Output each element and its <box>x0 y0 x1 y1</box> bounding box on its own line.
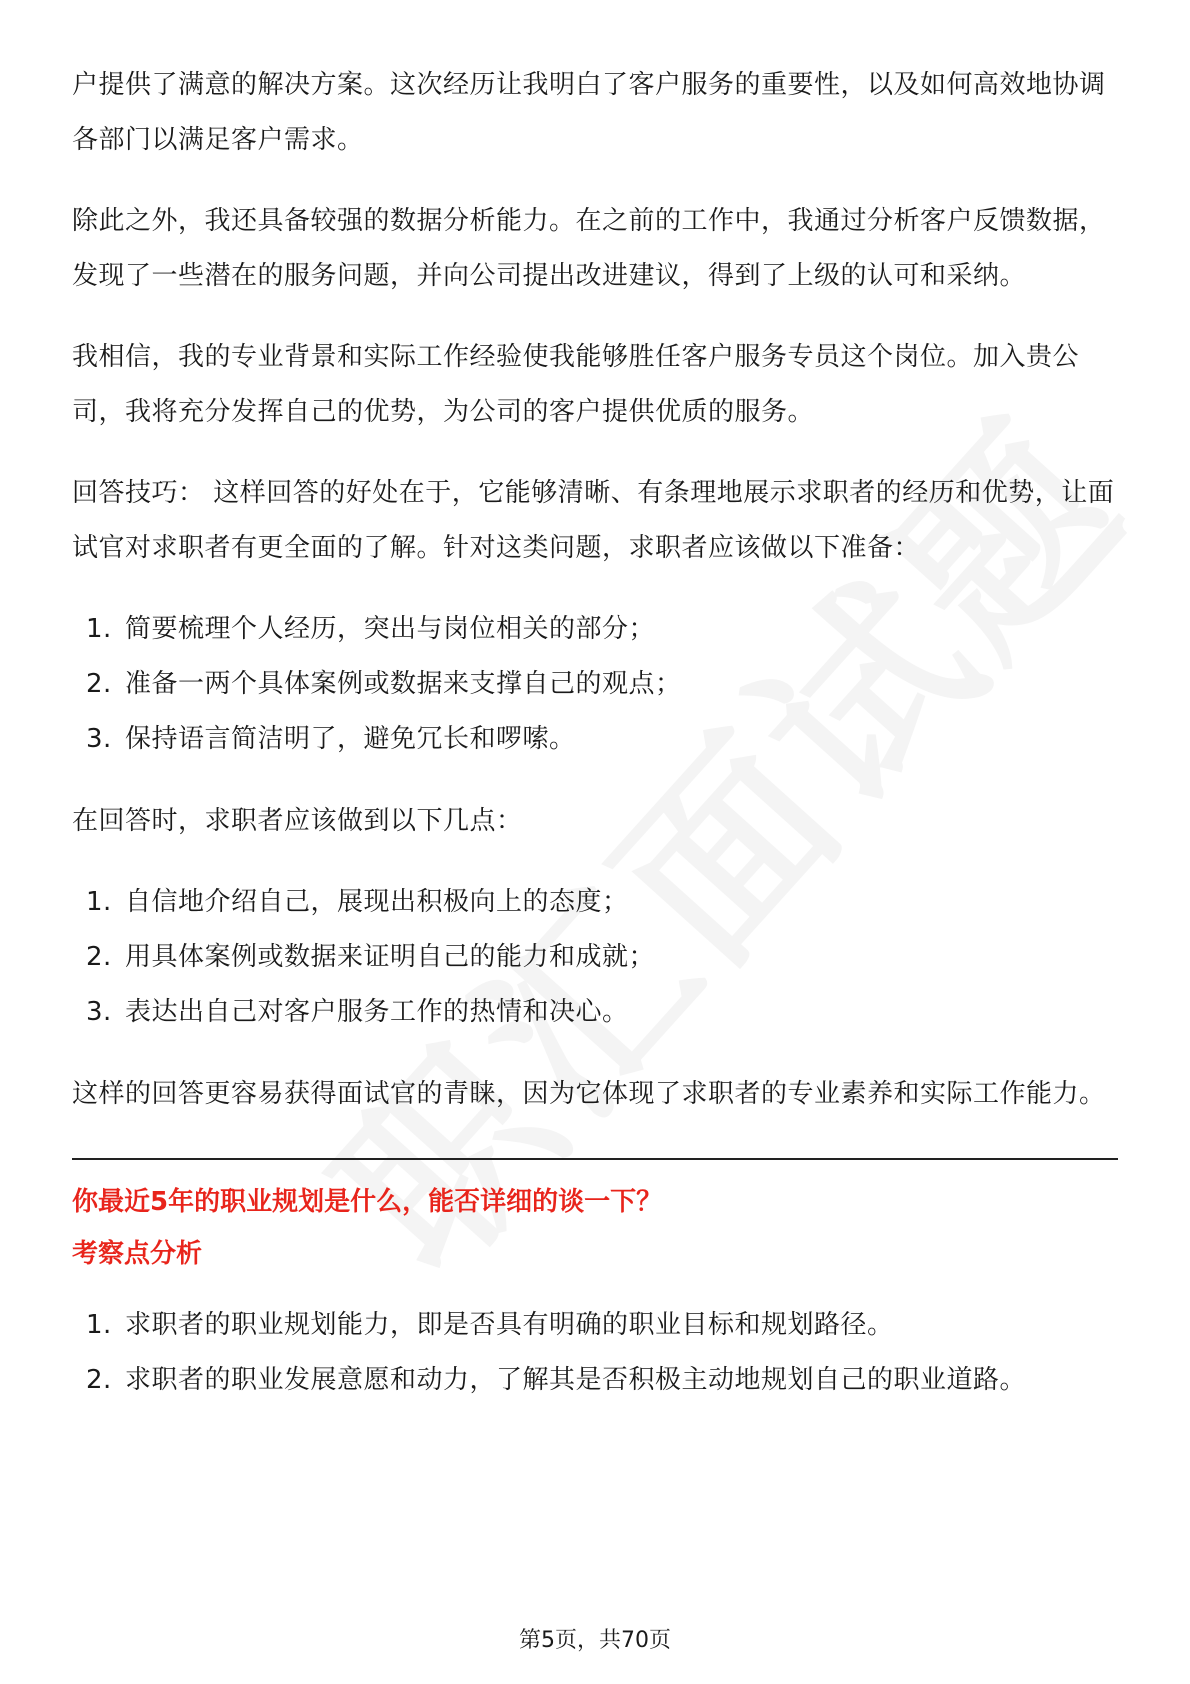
list-item <box>72 1298 1118 1353</box>
answer-list <box>72 875 1118 1040</box>
analysis-points-list <box>72 1298 1118 1408</box>
list-number: 2. <box>86 1365 112 1395</box>
answer-intro: 在回答时，求职者应该做到以下几点： <box>72 806 523 836</box>
page-content <box>72 58 1118 1435</box>
list-item <box>72 602 1118 657</box>
list-number: 2. <box>86 669 112 699</box>
analysis-heading: 考察点分析 <box>72 1239 203 1269</box>
list-number: 3. <box>86 997 112 1027</box>
list-item-text: 简要梳理个人经历，突出与岗位相关的部分； <box>125 614 656 644</box>
list-item-text: 用具体案例或数据来证明自己的能力和成就； <box>125 942 656 972</box>
page-number-footer: 第5页，共70页 <box>519 1628 671 1653</box>
question-title: 你最近5年的职业规划是什么，能否详细的谈一下？ <box>72 1187 663 1217</box>
list-item <box>72 930 1118 985</box>
paragraph-1: 户提供了满意的解决方案。这次经历让我明白了客户服务的重要性，以及如何高效地协调各部门以满足客户需求。 <box>72 70 1106 155</box>
list-item-text: 保持语言简洁明了，避免冗长和啰嗦。 <box>125 724 576 754</box>
list-number: 3. <box>86 724 112 754</box>
conclusion-paragraph: 这样的回答更容易获得面试官的青睐，因为它体现了求职者的专业素养和实际工作能力。 <box>72 1079 1106 1109</box>
section-divider <box>72 1158 1118 1160</box>
list-number: 1. <box>86 1310 112 1340</box>
list-number: 1. <box>86 887 112 917</box>
list-item <box>72 712 1118 767</box>
answer-tips-paragraph: 回答技巧： 这样回答的好处在于，它能够清晰、有条理地展示求职者的经历和优势，让面试官对求职者有更全面的了解。针对这类问题，求职者应该做以下准备： <box>72 478 1115 563</box>
list-item-text: 求职者的职业发展意愿和动力，了解其是否积极主动地规划自己的职业道路。 <box>125 1365 1027 1395</box>
list-item-text: 自信地介绍自己，展现出积极向上的态度； <box>125 887 629 917</box>
paragraph-2: 除此之外，我还具备较强的数据分析能力。在之前的工作中，我通过分析客户反馈数据，发现了一些潜在的服务问题，并向公司提出改进建议，得到了上级的认可和采纳。 <box>72 206 1106 291</box>
list-item-text: 表达出自己对客户服务工作的热情和决心。 <box>125 997 629 1027</box>
list-number: 2. <box>86 942 112 972</box>
prep-list <box>72 602 1118 767</box>
list-item-text: 求职者的职业规划能力，即是否具有明确的职业目标和规划路径。 <box>125 1310 894 1340</box>
list-item <box>72 985 1118 1040</box>
list-item <box>72 875 1118 930</box>
list-item <box>72 1353 1118 1408</box>
paragraph-3: 我相信，我的专业背景和实际工作经验使我能够胜任客户服务专员这个岗位。加入贵公司，我将充分发挥自己的优势，为公司的客户提供优质的服务。 <box>72 342 1080 427</box>
list-item <box>72 657 1118 712</box>
list-item-text: 准备一两个具体案例或数据来支撑自己的观点； <box>125 669 682 699</box>
list-number: 1. <box>86 614 112 644</box>
